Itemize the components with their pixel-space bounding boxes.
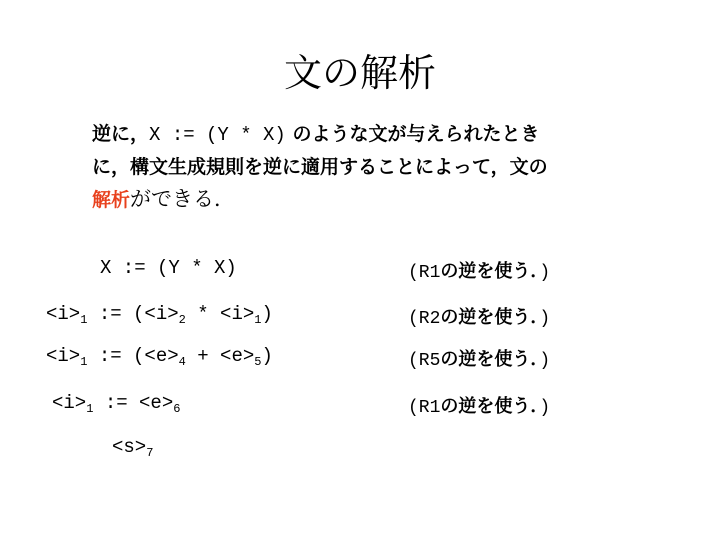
rule-annotation-3 xyxy=(408,345,550,371)
derivation-text: * <i> xyxy=(185,303,255,325)
paragraph-prefix: 逆に， xyxy=(92,123,150,145)
subscript: 2 xyxy=(178,313,186,327)
rule-text: の逆を使う． xyxy=(440,261,540,282)
subscript: 1 xyxy=(254,313,262,327)
nonterminal: <i> xyxy=(46,345,81,367)
highlight-word: 解析 xyxy=(92,189,131,211)
rule-id: (R1 xyxy=(408,263,441,283)
paragraph-line-3 xyxy=(92,183,692,216)
nonterminal: <i> xyxy=(52,392,87,414)
rule-close: ) xyxy=(539,309,551,329)
derivation-text: := <e> xyxy=(93,392,174,414)
rule-id: (R1 xyxy=(408,398,441,418)
paragraph-line-2: に，構文生成規則を逆に適用することによって，文の xyxy=(92,156,548,178)
subscript: 5 xyxy=(254,355,262,369)
derivation-text: + <e> xyxy=(185,345,255,367)
derivation-text: ) xyxy=(261,303,273,325)
paragraph-line-1 xyxy=(92,118,692,151)
subscript: 7 xyxy=(146,446,154,460)
subscript: 6 xyxy=(173,402,181,416)
subscript: 1 xyxy=(80,313,88,327)
rule-close: ) xyxy=(539,398,551,418)
rule-id: (R2 xyxy=(408,309,441,329)
derivation-text: := (<e> xyxy=(87,345,179,367)
nonterminal: <i> xyxy=(46,303,81,325)
paragraph-code: X := (Y * X) xyxy=(149,124,286,146)
rule-close: ) xyxy=(539,351,551,371)
derivation-text: ) xyxy=(261,345,273,367)
rule-text: の逆を使う． xyxy=(440,396,540,417)
derivation-step-1 xyxy=(100,257,237,279)
paragraph-tail: ができる． xyxy=(130,187,236,211)
rule-annotation-4 xyxy=(408,392,550,418)
rule-id: (R5 xyxy=(408,351,441,371)
derivation-text: X := (Y * X) xyxy=(100,257,237,279)
description-paragraph xyxy=(92,118,692,216)
rule-close: ) xyxy=(539,263,551,283)
derivation-step-3 xyxy=(46,345,273,369)
subscript: 1 xyxy=(80,355,88,369)
derivation-step-5 xyxy=(112,436,153,460)
subscript: 1 xyxy=(86,402,94,416)
rule-annotation-1 xyxy=(408,257,550,283)
nonterminal: <s> xyxy=(112,436,147,458)
derivation-step-4 xyxy=(52,392,180,416)
rule-text: の逆を使う． xyxy=(440,307,540,328)
derivation-step-2 xyxy=(46,303,273,327)
rule-annotation-2 xyxy=(408,303,550,329)
paragraph-suffix: のような文が与えられたとき xyxy=(292,123,540,145)
page-title: 文の解析 xyxy=(283,51,436,95)
derivation-text: := (<i> xyxy=(87,303,179,325)
subscript: 4 xyxy=(178,355,186,369)
rule-text: の逆を使う． xyxy=(440,349,540,370)
